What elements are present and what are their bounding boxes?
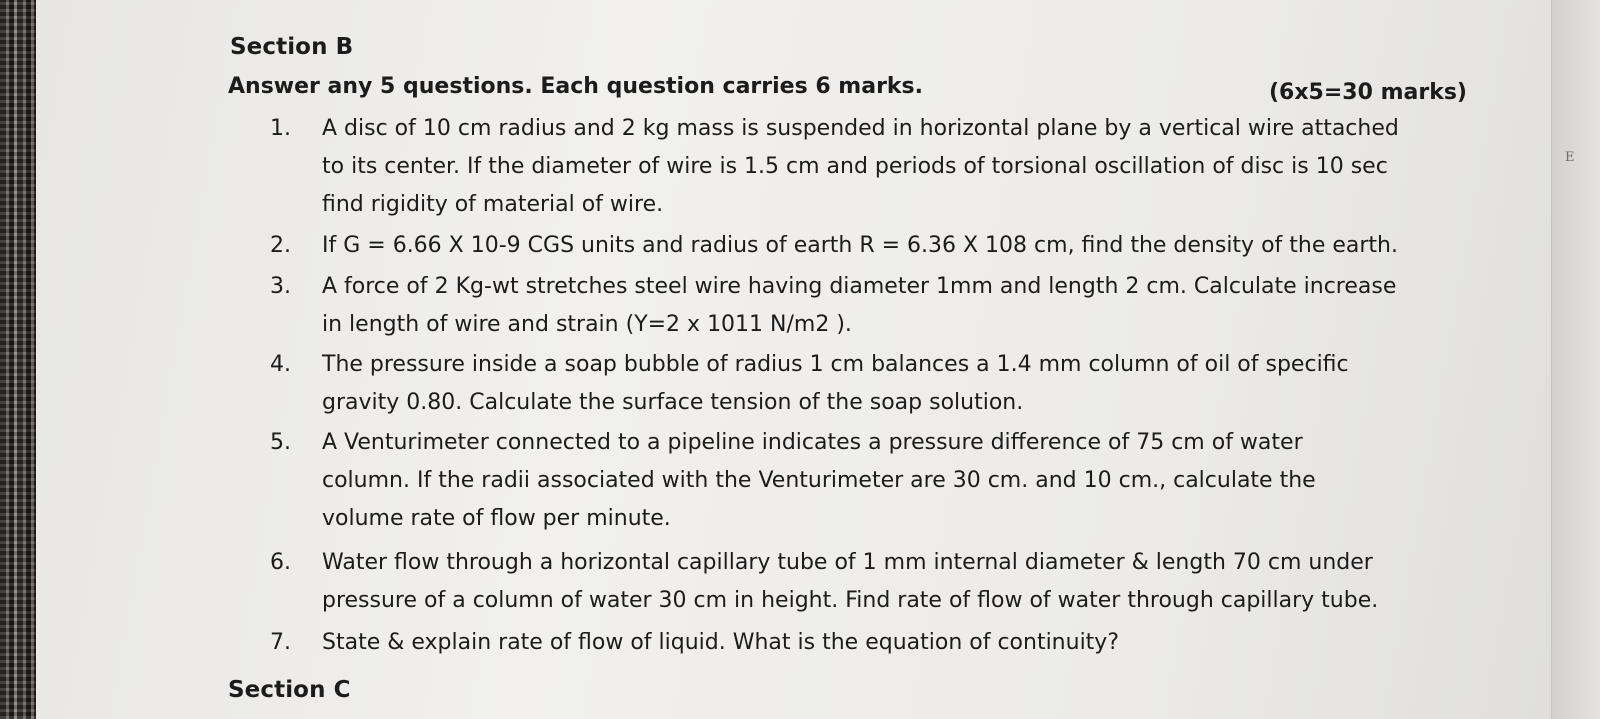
question-line: in length of wire and strain (Y=2 x 1011 N/m2 ). xyxy=(322,312,852,337)
question-line: A Venturimeter connected to a pipeline indicates a pressure difference of 75 cm of water xyxy=(322,430,1303,455)
section-b-marks: (6x5=30 marks) xyxy=(1269,80,1467,105)
question-line: A force of 2 Kg-wt stretches steel wire having diameter 1mm and length 2 cm. Calculate increase xyxy=(322,274,1397,299)
question-number: 2. xyxy=(270,233,291,258)
question-line: Water flow through a horizontal capillary tube of 1 mm internal diameter & length 70 cm under xyxy=(322,550,1373,575)
question-line: volume rate of flow per minute. xyxy=(322,506,671,531)
question-number: 7. xyxy=(270,630,291,655)
question-line: gravity 0.80. Calculate the surface tension of the soap solution. xyxy=(322,390,1024,415)
edge-letter: E xyxy=(1565,150,1575,165)
section-b-instruction: Answer any 5 questions. Each question carries 6 marks. xyxy=(228,74,924,99)
question-number: 5. xyxy=(270,430,291,455)
section-b-title: Section B xyxy=(230,34,354,60)
question-line: pressure of a column of water 30 cm in height. Find rate of flow of water through capillary tube. xyxy=(322,588,1379,613)
question-number: 6. xyxy=(270,550,291,575)
question-line: column. If the radii associated with the Venturimeter are 30 cm. and 10 cm., calculate the xyxy=(322,468,1316,493)
question-line: to its center. If the diameter of wire is 1.5 cm and periods of torsional oscillation of disc is 10 sec xyxy=(322,154,1388,179)
question-number: 3. xyxy=(270,274,291,299)
question-line: find rigidity of material of wire. xyxy=(322,192,664,217)
question-line: State & explain rate of flow of liquid. What is the equation of continuity? xyxy=(322,630,1120,655)
question-line: The pressure inside a soap bubble of radius 1 cm balances a 1.4 mm column of oil of specific xyxy=(322,352,1349,377)
section-c-title: Section C xyxy=(228,677,351,703)
question-number: 4. xyxy=(270,352,291,377)
adjacent-page-edge xyxy=(1551,0,1600,719)
question-number: 1. xyxy=(270,116,291,141)
question-line: A disc of 10 cm radius and 2 kg mass is suspended in horizontal plane by a vertical wire attached xyxy=(322,116,1399,141)
question-line: If G = 6.66 X 10-9 CGS units and radius of earth R = 6.36 X 108 cm, find the density of the earth. xyxy=(322,233,1398,258)
